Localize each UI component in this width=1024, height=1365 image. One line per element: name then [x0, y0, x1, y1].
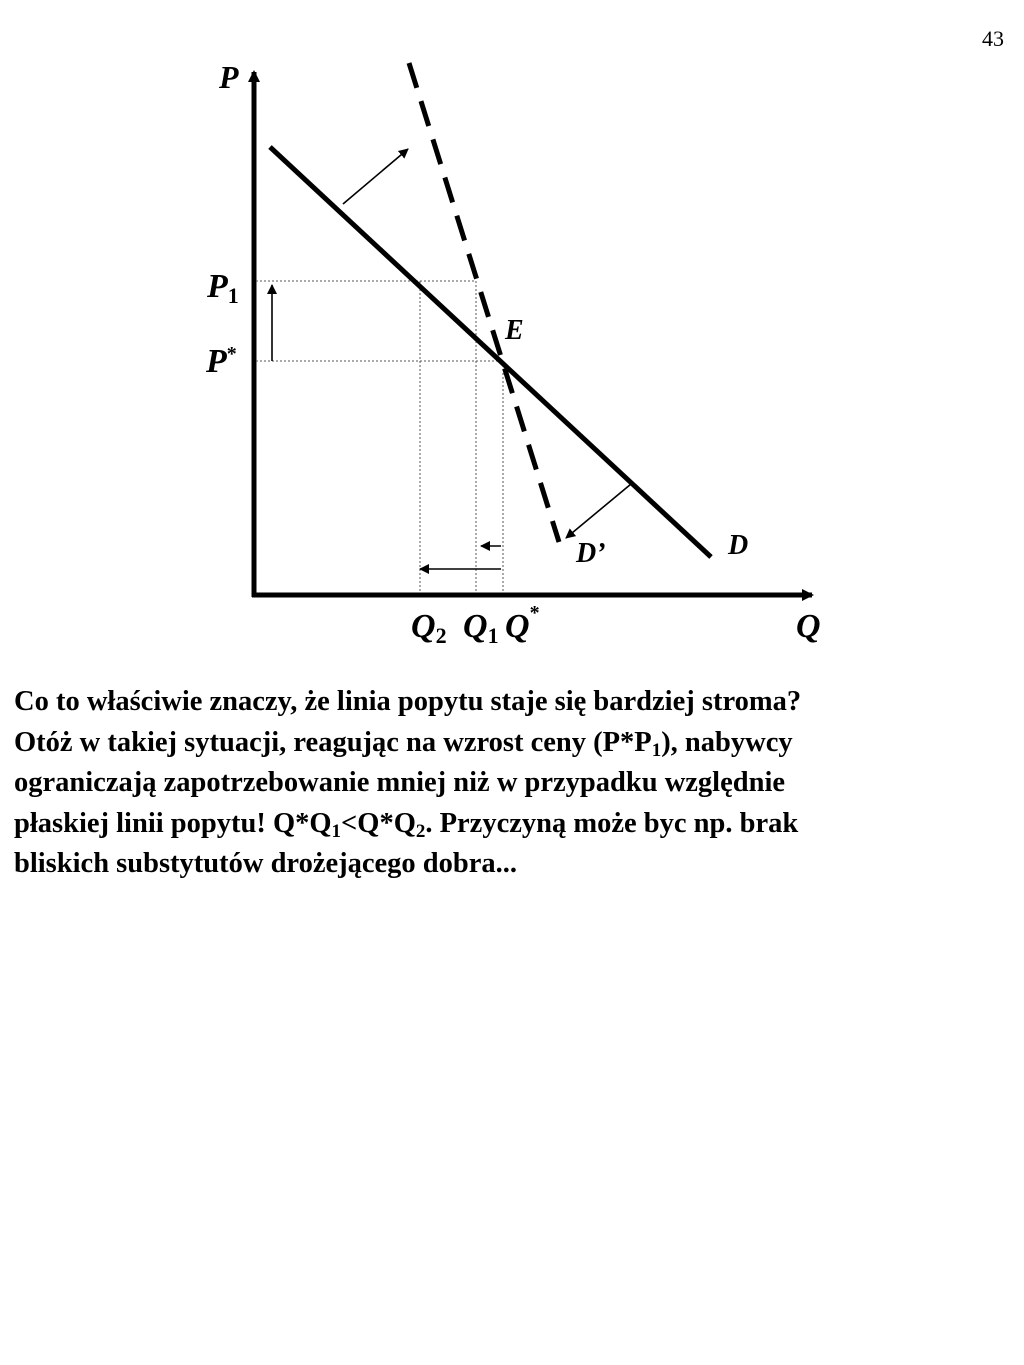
demand-curve-d: [270, 147, 711, 557]
qstar-label: Q*: [505, 602, 540, 645]
rotation-arrow-up: [343, 149, 408, 204]
demand-curve-d-prime: [409, 63, 559, 542]
q2-label: Q2: [411, 608, 447, 648]
equilibrium-label: E: [505, 315, 524, 346]
explanation-line-1: Co to właściwie znaczy, że linia popytu staje się bardziej stroma?: [14, 686, 802, 717]
rotation-arrow-down: [566, 484, 631, 538]
p1-label: P1: [207, 268, 239, 308]
explanation-text: [14, 682, 1014, 885]
explanation-line-4: płaskiej linii popytu! $Q*Q_1<Q*Q_2$. Przyczyną może byc np. brak: [14, 807, 799, 842]
pstar-label: P*: [206, 343, 237, 380]
explanation-line-5: bliskich substytutów drożejącego dobra...: [14, 848, 518, 879]
demand-diagram: [0, 0, 1024, 660]
q1-label: Q1: [463, 608, 499, 648]
curve-d-prime-label: D’: [576, 538, 606, 569]
price-axis-label: P: [219, 59, 239, 95]
page-number: 43: [982, 26, 1004, 51]
explanation-line-2: Otóż w takiej sytuacji, reagując na wzrost ceny $(P*P_1)$, nabywcy: [14, 726, 793, 761]
quantity-axis-label: Q: [796, 608, 821, 645]
curve-d-label: D: [728, 530, 749, 561]
explanation-line-3: ograniczają zapotrzebowanie mniej niż w przypadku względnie: [14, 767, 786, 798]
